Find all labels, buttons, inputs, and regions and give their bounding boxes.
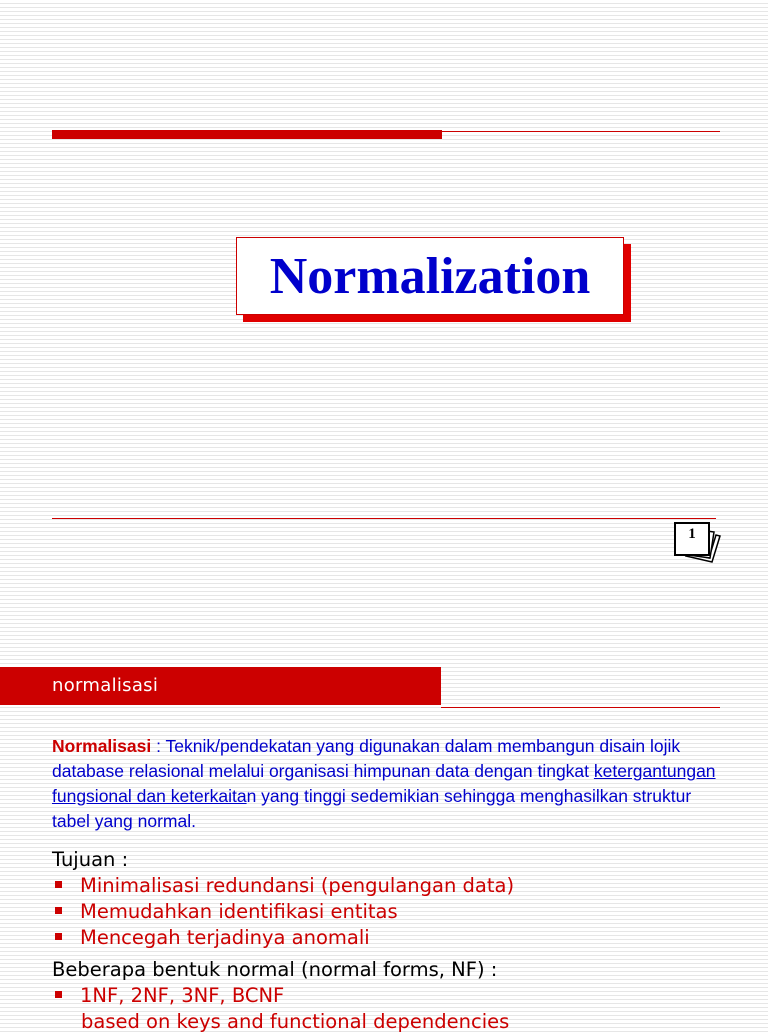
page-number: 1 [688,526,696,542]
section-title: normalisasi [52,675,159,696]
bottom-divider-line [52,518,716,519]
section-header-line [441,707,720,708]
definition-text: : Teknik/pendekatan yang digunakan dalam membangun disain lojik database relasional melalui organisasi himpunan data dengan tingkat [52,736,681,781]
bullet-square-icon [55,881,62,888]
list-item: Memudahkan identifikasi entitas [52,899,398,925]
list-item: 1NF, 2NF, 3NF, BCNF [52,983,284,1009]
section-header-bar [0,667,441,705]
slide-title: Normalization [269,247,591,305]
list-item-continuation: based on keys and functional dependencies [81,1010,510,1033]
top-accent-line [442,131,720,132]
definition-text-end: n yang tinggi sedemikian sehingga menghasilkan struktur tabel yang normal. [52,786,692,831]
definition-link[interactable]: ketergantungan fungsional dan keterkaita [52,761,716,806]
definition-term: Normalisasi [52,736,152,756]
bullet-square-icon [55,933,62,940]
top-accent-bar [52,130,442,139]
definition-paragraph [52,734,732,834]
bullet-square-icon [55,907,62,914]
title-box [236,237,624,315]
list-item: Mencegah terjadinya anomali [52,925,370,951]
normal-forms-label: Beberapa bentuk normal (normal forms, NF) : [52,958,498,981]
bullet-square-icon [55,991,62,998]
tujuan-label: Tujuan : [52,848,129,871]
page-number-badge [674,522,722,564]
list-item: Minimalisasi redundansi (pengulangan data) [52,873,514,899]
